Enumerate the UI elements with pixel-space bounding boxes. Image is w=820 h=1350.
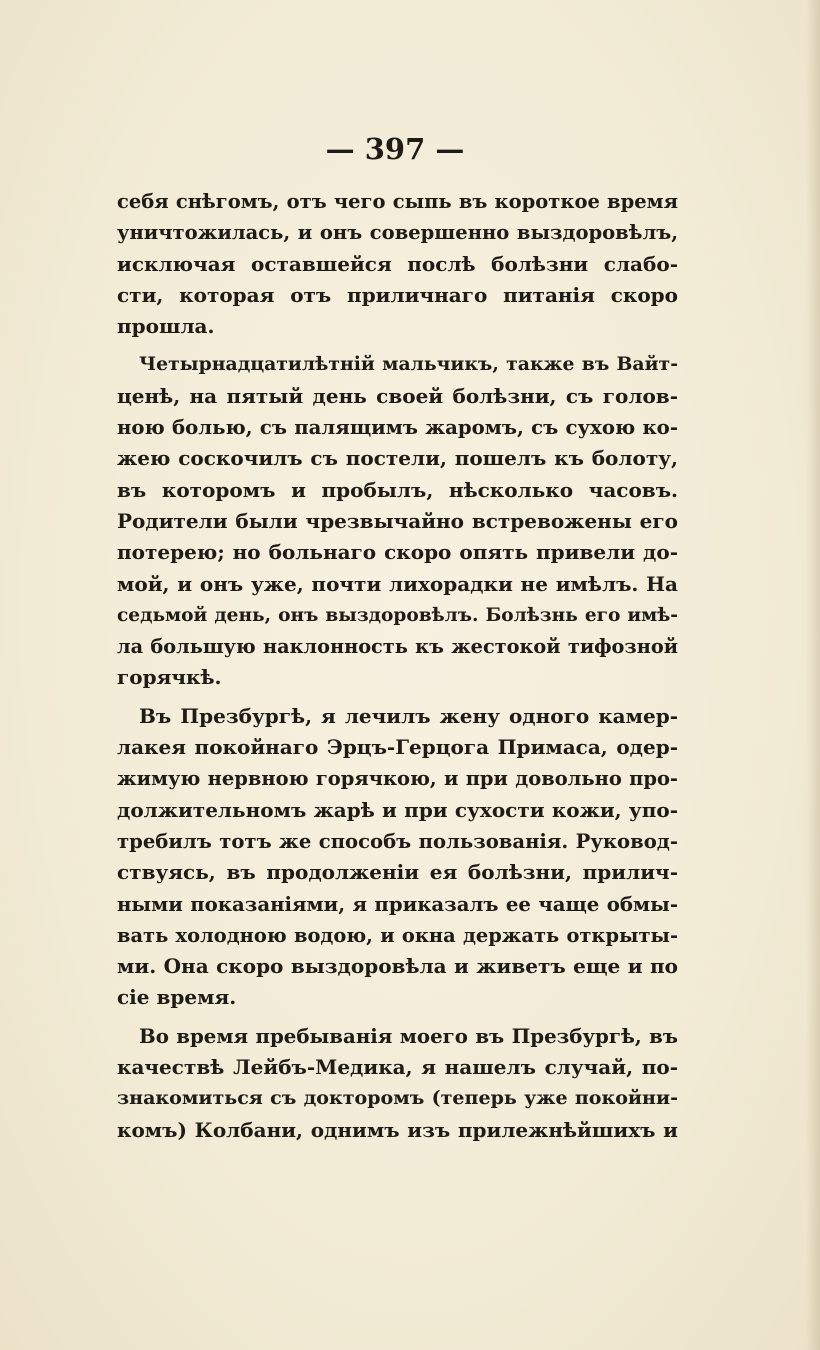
text-line: седьмой день, онъ выздоровѣлъ. Болѣзнь его имѣ- <box>117 604 678 626</box>
text-line: горячкѣ. <box>117 665 222 690</box>
text-line: прошла. <box>117 314 215 339</box>
body-text <box>117 186 678 1146</box>
text-line: жимую нервною горячкою, и при довольно про- <box>117 767 678 791</box>
text-line: Въ Презбургѣ, я лечилъ жену одного камер- <box>139 703 678 728</box>
text-line: потерею; но больнаго скоро опять привели до- <box>117 540 678 565</box>
text-line: знакомиться съ докторомъ (теперь уже покойни- <box>117 1087 678 1110</box>
text-line: Четырнадцатилѣтній мальчикъ, также въ Вайт- <box>139 353 678 376</box>
text-line: ценѣ, на пятый день своей болѣзни, съ голов- <box>117 383 678 408</box>
text-line: Родители были чрезвычайно встревожены его <box>117 508 678 533</box>
text-line: вать холодною водою, и окна держать открыты- <box>117 923 678 947</box>
text-line: сти, которая отъ приличнаго питанія скоро <box>117 282 678 307</box>
text-line: уничтожилась, и онъ совершенно выздоровѣлъ, <box>117 221 678 245</box>
text-line: въ которомъ и пробылъ, нѣсколько часовъ. <box>117 477 678 502</box>
text-line: лакея покойнаго Эрцъ-Герцога Примаса, одер- <box>117 735 678 760</box>
text-line: мой, и онъ уже, почти лихорадки не имѣлъ. На <box>117 571 678 596</box>
text-line: Во время пребыванія моего въ Презбургѣ, въ <box>139 1023 678 1048</box>
text-line: жею соскочилъ съ постели, пошелъ къ болоту, <box>117 446 678 471</box>
text-line: комъ) Колбани, однимъ изъ прилежнѣйшихъ и <box>117 1117 678 1142</box>
page-edge-shadow <box>806 0 820 1350</box>
text-line: качествѣ Лейбъ-Медика, я нашелъ случай, по- <box>117 1055 678 1080</box>
text-line: себя снѣгомъ, отъ чего сыпь въ короткое время <box>117 190 678 213</box>
text-line: должительномъ жарѣ и при сухости кожи, упо- <box>117 797 678 822</box>
text-line: исключая оставшейся послѣ болѣзни слабо- <box>117 251 678 276</box>
text-line: ми. Она скоро выздоровѣла и живетъ еще и по <box>117 954 678 979</box>
text-line: ными показаніями, я приказалъ ее чаще обмы- <box>117 892 678 916</box>
text-line: ла большую наклонность къ жестокой тифозной <box>117 635 678 659</box>
text-line: ною болью, съ палящимъ жаромъ, съ сухою ко- <box>117 416 678 440</box>
page-number: — 397 — <box>325 132 465 166</box>
text-line: требилъ тотъ же способъ пользованія. Руковод- <box>117 829 678 853</box>
text-line: ствуясь, въ продолженіи ея болѣзни, прилич- <box>117 860 678 885</box>
text-line: сіе время. <box>117 985 237 1010</box>
